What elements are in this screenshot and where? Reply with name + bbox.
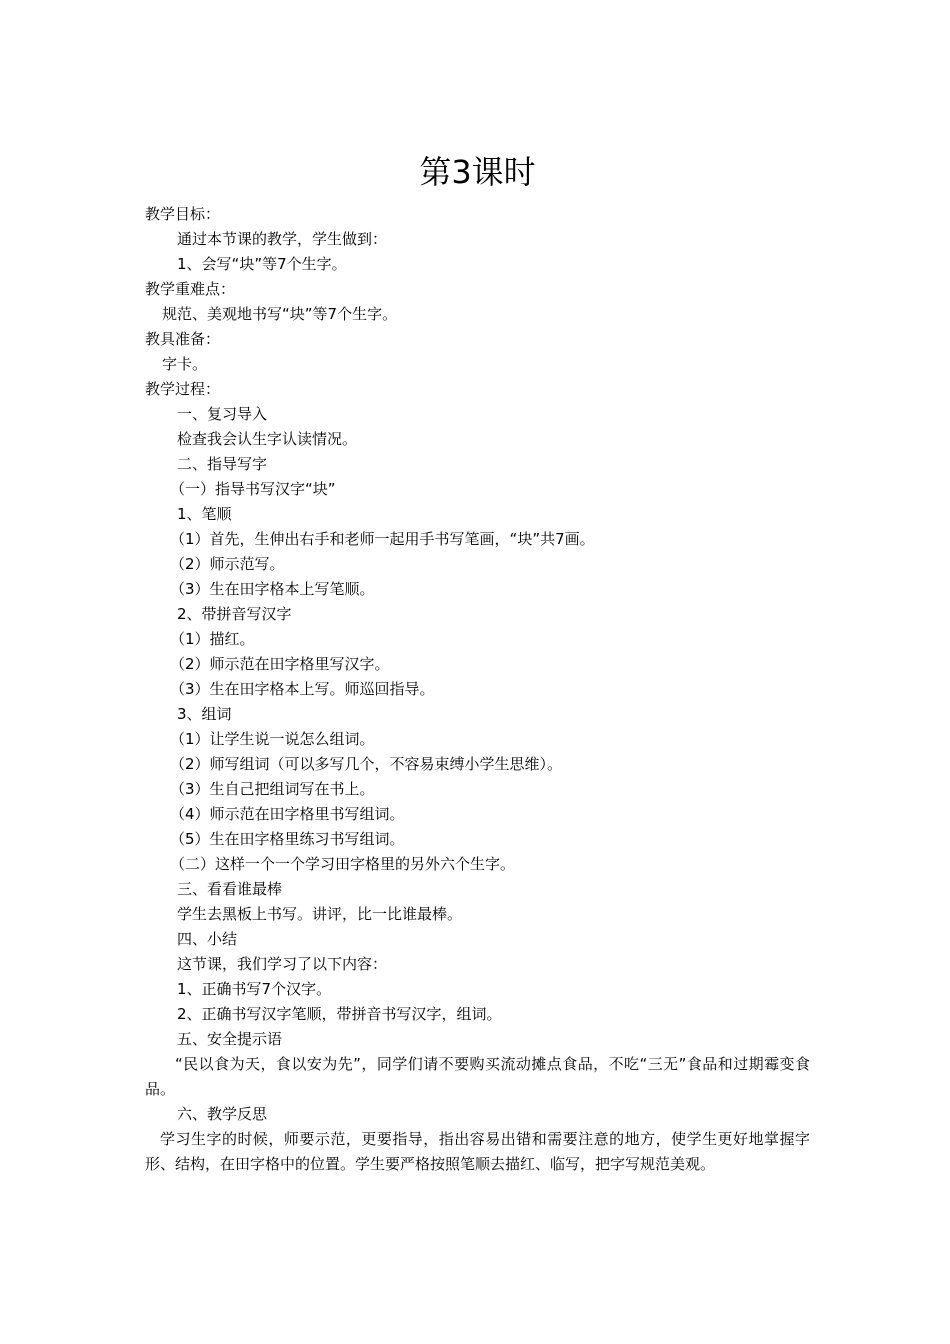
text-line: 二、指导写字 xyxy=(177,455,268,473)
text-line: 2、正确书写汉字笔顺，带拼音书写汉字，组词。 xyxy=(177,1005,502,1023)
text-line: 教学过程： xyxy=(145,380,221,398)
text-line: 2、带拼音写汉字 xyxy=(177,605,292,623)
text-line: （1）描红。 xyxy=(170,630,255,648)
text-line: 教学目标： xyxy=(145,205,221,223)
text-line: 四、小结 xyxy=(177,930,238,948)
text-line: （3）生自己把组词写在书上。 xyxy=(170,780,375,798)
text-line: （2）师示范写。 xyxy=(170,555,285,573)
text-line: 通过本节课的教学，学生做到： xyxy=(177,230,388,248)
text-line: （二）这样一个一个学习田字格里的另外六个生字。 xyxy=(170,855,516,873)
text-line: 1、笔顺 xyxy=(177,505,232,523)
text-line: 学生去黑板上书写。讲评，比一比谁最棒。 xyxy=(177,905,463,923)
text-line: （1）让学生说一说怎么组词。 xyxy=(170,730,375,748)
page-title: 第3课时 xyxy=(419,153,536,191)
text-line: （3）生在田字格本上写笔顺。 xyxy=(170,580,375,598)
text-line: 一、复习导入 xyxy=(177,405,268,423)
text-line: 教具准备： xyxy=(145,330,221,348)
text-line: （4）师示范在田字格里书写组词。 xyxy=(170,805,405,823)
text-line: 规范、美观地书写“块”等7个生字。 xyxy=(162,305,398,323)
text-line: 三、看看谁最棒 xyxy=(177,880,283,898)
text-line: （5）生在田字格里练习书写组词。 xyxy=(170,830,405,848)
text-line: 1、正确书写7个汉字。 xyxy=(177,980,332,998)
reflection-paragraph: 学习生字的时候，师要示范，更要指导，指出容易出错和需要注意的地方，使学生更好地掌握字形、结构，在田字格中的位置。学生要严格按照笔顺去描红、临写，把字写规范美观。 xyxy=(145,1130,810,1173)
text-line: （1）首先，生伸出右手和老师一起用手书写笔画，“块”共7画。 xyxy=(170,530,595,548)
text-line: 1、会写“块”等7个生字。 xyxy=(177,255,347,273)
reflection-heading: 六、教学反思 xyxy=(177,1105,268,1123)
text-line: （2）师示范在田字格里写汉字。 xyxy=(170,655,390,673)
text-line: 教学重难点： xyxy=(145,280,236,298)
text-line: 五、安全提示语 xyxy=(177,1030,283,1048)
text-line: 这节课，我们学习了以下内容： xyxy=(177,955,388,973)
lesson-body xyxy=(145,202,810,1052)
document-page xyxy=(145,150,810,1177)
text-line: （2）师写组词（可以多写几个，不容易束缚小学生思维）。 xyxy=(170,755,563,773)
text-line: 检查我会认生字认读情况。 xyxy=(177,430,358,448)
text-line: 字卡。 xyxy=(162,355,208,373)
text-line: （一）指导书写汉字“块” xyxy=(170,480,336,498)
safety-quote-paragraph: “民以食为天，食以安为先”，同学们请不要购买流动摊点食品，不吃“三无”食品和过期霉变食品。 xyxy=(145,1055,810,1098)
text-line: 3、组词 xyxy=(177,705,232,723)
text-line: （3）生在田字格本上写。师巡回指导。 xyxy=(170,680,435,698)
